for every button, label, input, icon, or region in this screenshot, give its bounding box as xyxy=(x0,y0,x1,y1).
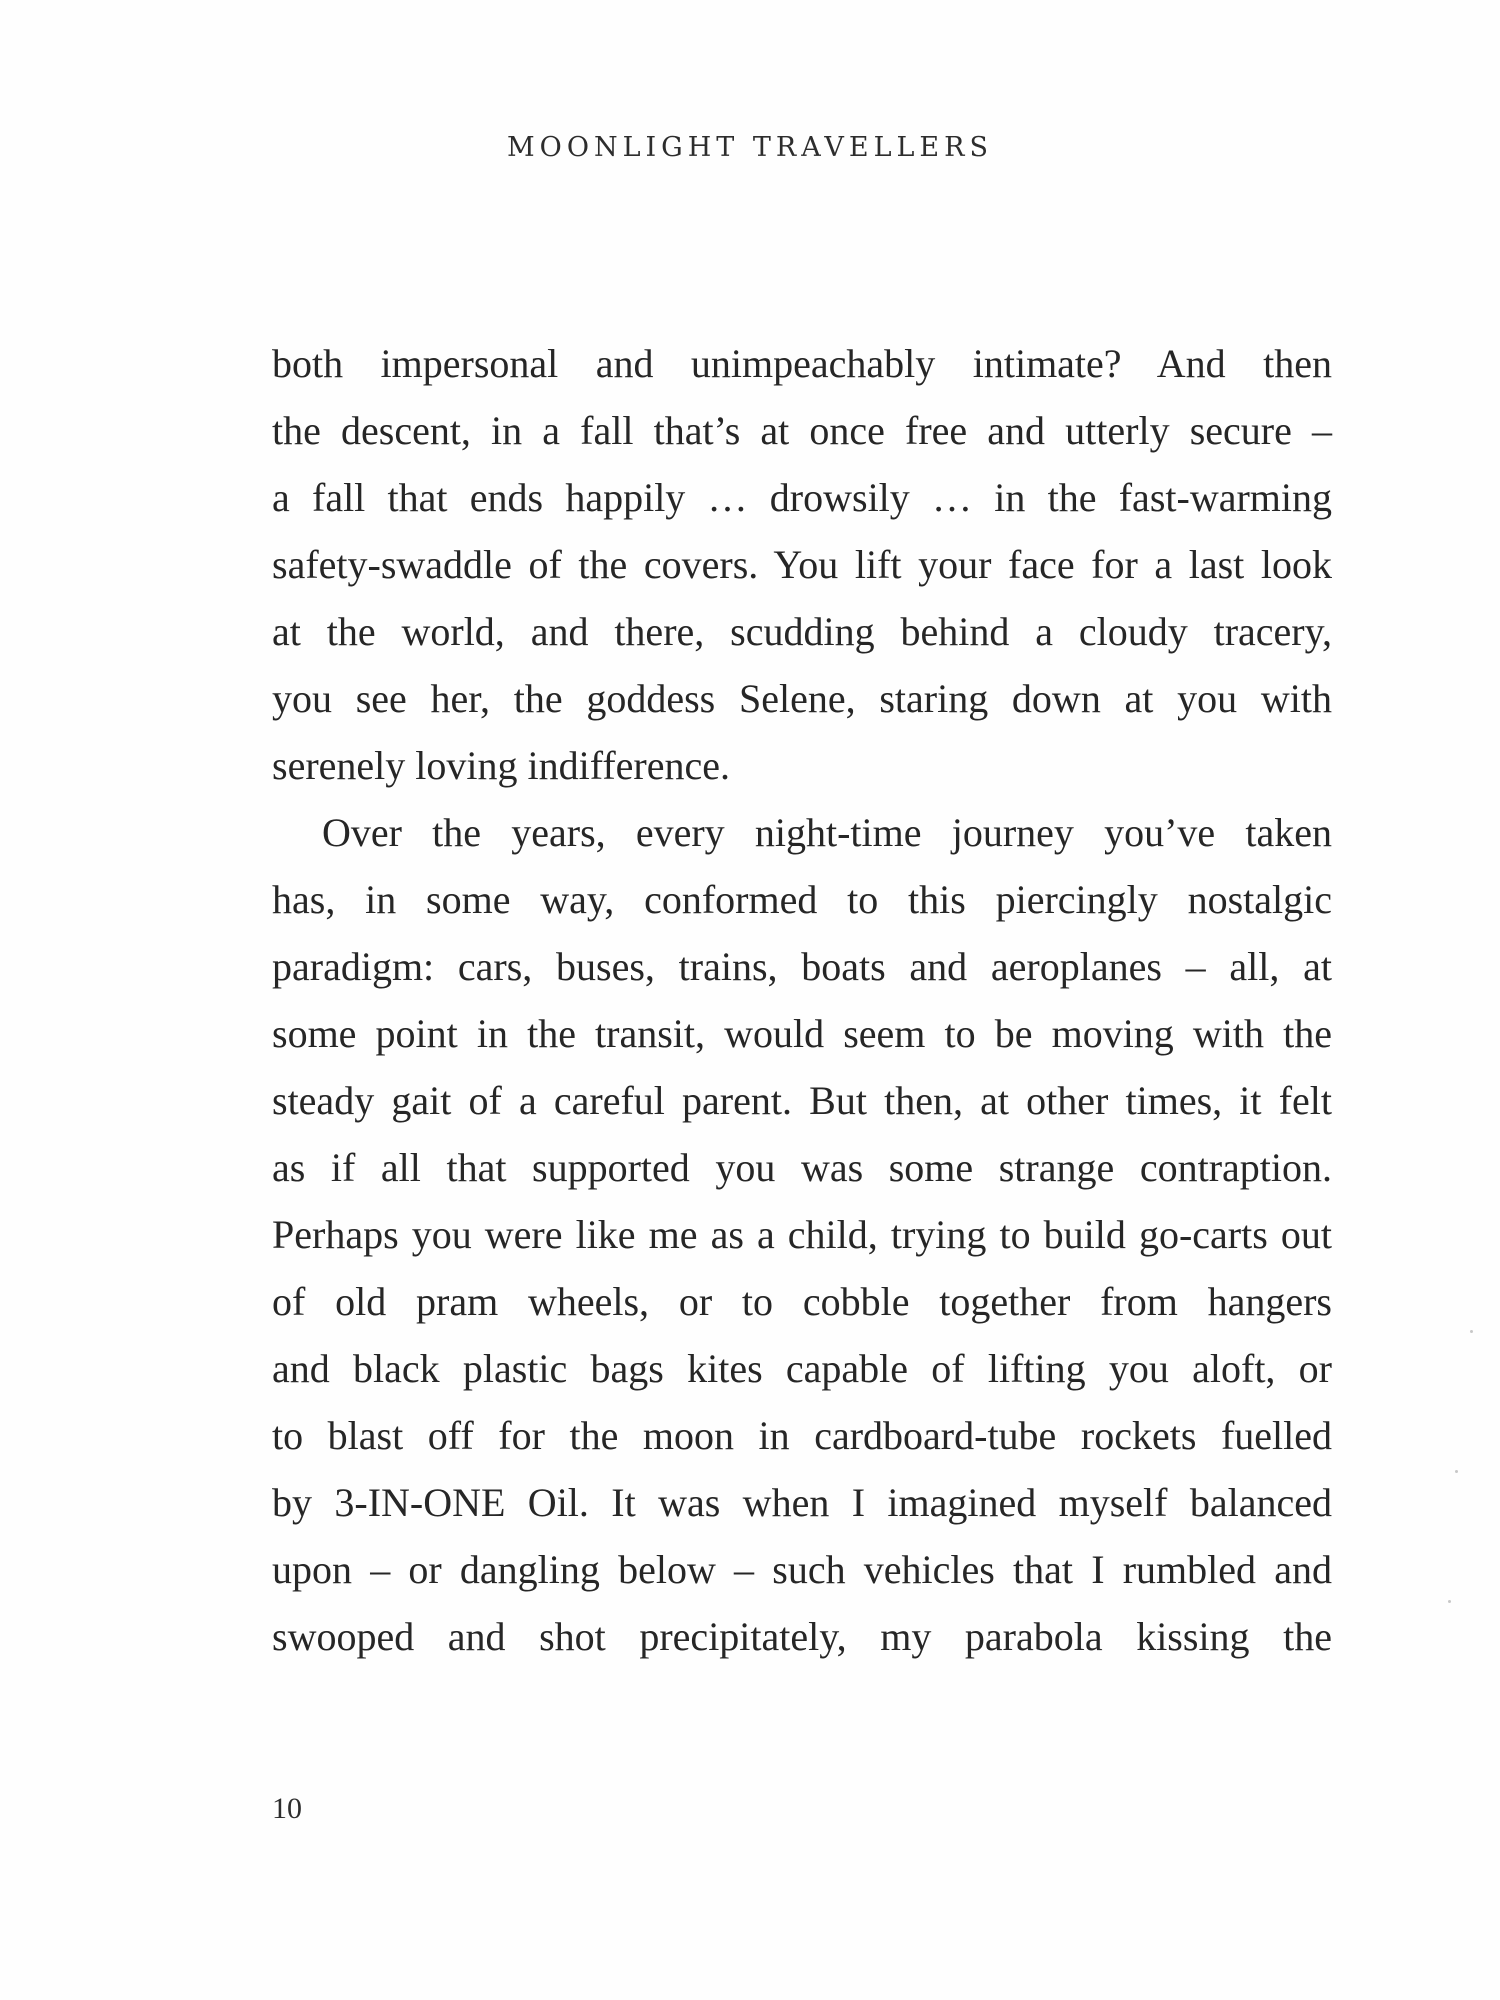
text-line: some point in the transit, would seem to be moving with the xyxy=(272,1011,1332,1056)
text-line: the descent, in a fall that’s at once free and utterly secure – xyxy=(272,408,1332,453)
text-line: by 3-IN-ONE Oil. It was when I imagined myself balanced xyxy=(272,1480,1332,1525)
text-line: at the world, and there, scudding behind a cloudy tracery, xyxy=(272,609,1332,654)
text-line: of old pram wheels, or to cobble together from hangers xyxy=(272,1279,1332,1324)
text-line: as if all that supported you was some strange contraption. xyxy=(272,1145,1332,1190)
speck xyxy=(1448,1600,1451,1603)
text-line: steady gait of a careful parent. But then, at other times, it felt xyxy=(272,1078,1332,1123)
text-line: Over the years, every night-time journey you’ve taken xyxy=(322,810,1332,855)
speck xyxy=(1470,1330,1473,1333)
text-line: you see her, the goddess Selene, staring down at you with xyxy=(272,676,1332,721)
speck xyxy=(1455,1470,1458,1473)
page-number: 10 xyxy=(272,1792,302,1825)
text-line: a fall that ends happily … drowsily … in the fast-warming xyxy=(272,475,1332,520)
body-text xyxy=(272,330,1332,1670)
text-line: to blast off for the moon in cardboard-tube rockets fuelled xyxy=(272,1413,1332,1458)
text-line: Perhaps you were like me as a child, trying to build go-carts out xyxy=(272,1212,1332,1257)
text-line: safety-swaddle of the covers. You lift your face for a last look xyxy=(272,542,1332,587)
text-line: swooped and shot precipitately, my parabola kissing the xyxy=(272,1614,1332,1659)
text-line: upon – or dangling below – such vehicles that I rumbled and xyxy=(272,1547,1332,1592)
running-head: MOONLIGHT TRAVELLERS xyxy=(507,132,993,163)
text-line: paradigm: cars, buses, trains, boats and aeroplanes – all, at xyxy=(272,944,1332,989)
text-line: both impersonal and unimpeachably intimate? And then xyxy=(272,341,1332,386)
text-line: and black plastic bags kites capable of lifting you aloft, or xyxy=(272,1346,1332,1391)
text-line: serenely loving indifference. xyxy=(272,743,730,788)
text-line: has, in some way, conformed to this piercingly nostalgic xyxy=(272,877,1332,922)
